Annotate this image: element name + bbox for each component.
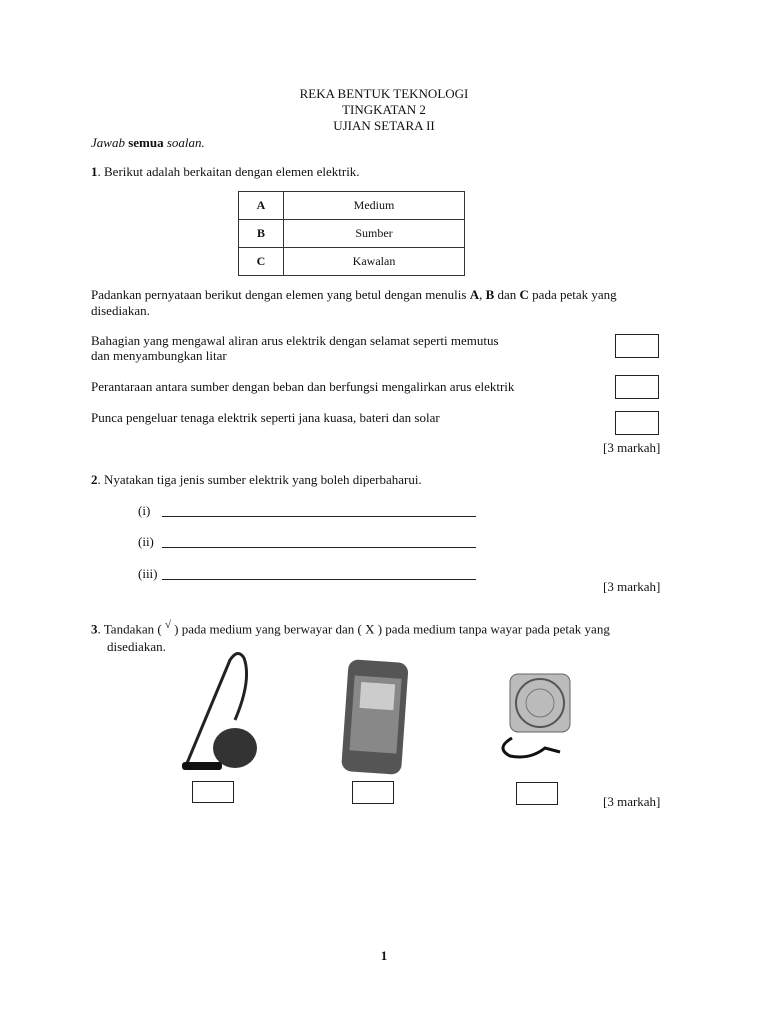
header-form: TINGKATAN 2: [342, 102, 426, 117]
statement-2: Perantaraan antara sumber dengan beban dan berfungsi mengalirkan arus elektrik: [91, 379, 515, 394]
statement-1: Bahagian yang mengawal aliran arus elektrik dengan selamat seperti memutus: [91, 333, 499, 348]
table-key: C: [239, 248, 284, 276]
text: dan: [494, 287, 520, 302]
answer-box-3[interactable]: [615, 411, 659, 435]
q1-instruction-cont: disediakan.: [91, 303, 150, 318]
q2-item-label: (ii): [138, 534, 154, 549]
header-title: REKA BENTUK TEKNOLOGI: [299, 86, 469, 101]
table-row: [239, 220, 465, 248]
text: C: [519, 287, 529, 302]
fan-image: [490, 668, 590, 770]
answer-line-2[interactable]: [162, 547, 476, 548]
statement-3: Punca pengeluar tenaga elektrik seperti jana kuasa, bateri dan solar: [91, 410, 440, 425]
tick-symbol: √: [164, 619, 171, 631]
answer-line-1[interactable]: [162, 516, 476, 517]
answer-box-phone[interactable]: [352, 781, 394, 804]
q2-marks: [3 markah]: [603, 579, 661, 594]
q1-label: . Berikut adalah berkaitan dengan elemen elektrik.: [97, 164, 360, 179]
text: . Tandakan (: [97, 621, 162, 637]
table-value: Medium: [284, 192, 465, 220]
table-row: [239, 192, 465, 220]
q1-marks: [3 markah]: [603, 440, 661, 455]
q3-num: 3: [91, 621, 98, 637]
answer-box-fan[interactable]: [516, 782, 558, 805]
instr-c: soalan.: [166, 135, 205, 150]
q2-label: . Nyatakan tiga jenis sumber elektrik yang boleh diperbaharui.: [97, 472, 422, 487]
q1-text: [91, 164, 360, 180]
answer-box-1[interactable]: [615, 334, 659, 358]
q3-text: [91, 617, 610, 637]
page-number: 1: [380, 948, 388, 963]
vacuum-cleaner-image: [160, 650, 270, 775]
instr-a: Jawab: [91, 135, 125, 150]
text: ,: [479, 287, 486, 302]
table-value: Sumber: [284, 220, 465, 248]
smartphone-image: [325, 655, 415, 777]
q1-instruction: [91, 287, 617, 303]
text: Padankan pernyataan berikut dengan elemen yang betul dengan menulis: [91, 287, 470, 302]
table-key: B: [239, 220, 284, 248]
text: pada petak yang: [528, 287, 617, 302]
q2-num: 2: [91, 472, 98, 487]
answer-box-vacuum[interactable]: [192, 781, 234, 803]
q2-item-label: (iii): [138, 566, 158, 581]
q3-marks: [3 markah]: [603, 794, 661, 809]
text: ) pada medium yang berwayar dan ( X ) pada medium tanpa wayar pada petak yang: [174, 621, 610, 637]
statement-1-cont: dan menyambungkan litar: [91, 348, 227, 363]
header-exam: UJIAN SETARA II: [333, 118, 435, 133]
q2-item-label: (i): [138, 503, 151, 518]
answer-line-3[interactable]: [162, 579, 476, 580]
text: A: [469, 287, 480, 302]
q2-text: [91, 472, 422, 488]
q3-text-cont: disediakan.: [107, 639, 166, 654]
text: B: [485, 287, 495, 302]
table-key: A: [239, 192, 284, 220]
elements-table: [238, 191, 465, 276]
q1-num: 1: [91, 164, 98, 179]
instr-b: semua: [128, 135, 164, 150]
table-row: [239, 248, 465, 276]
table-value: Kawalan: [284, 248, 465, 276]
answer-box-2[interactable]: [615, 375, 659, 399]
instruction: [91, 135, 205, 151]
